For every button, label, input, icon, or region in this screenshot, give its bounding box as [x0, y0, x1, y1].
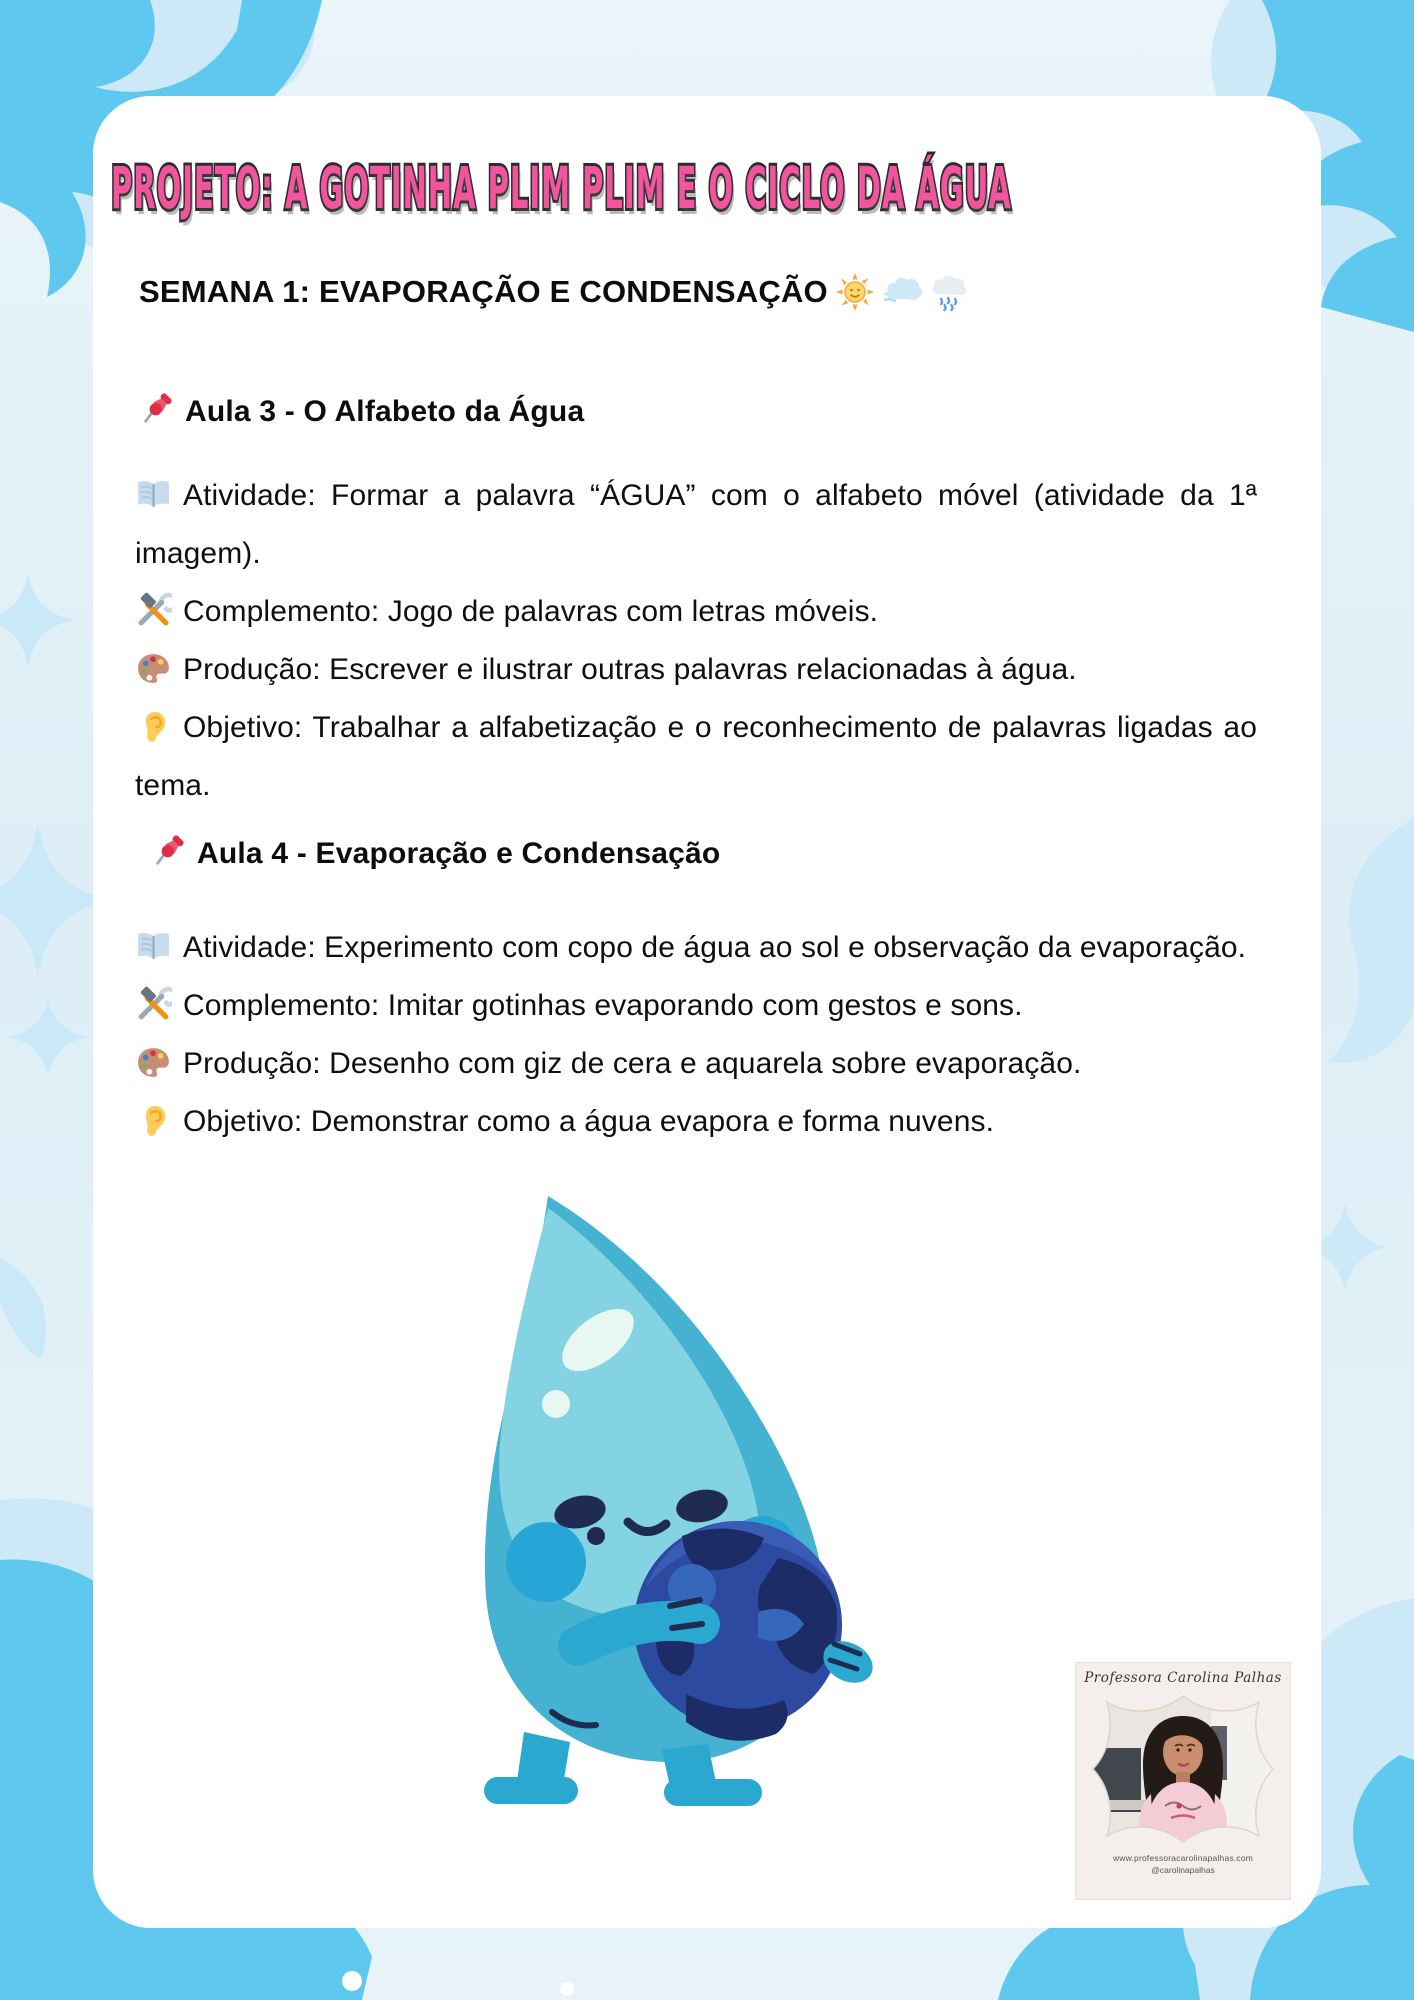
activity-text: Produção: Escrever e ilustrar outras palavras relacionadas à água.	[183, 653, 1077, 686]
hammer-and-wrench-icon	[135, 591, 172, 628]
open-book-icon	[135, 475, 172, 512]
section-title	[139, 392, 1257, 432]
week-heading-text: SEMANA 1: EVAPORAÇÃO E CONDENSAÇÃO	[139, 274, 828, 309]
activity-text: Objetivo: Demonstrar como a água evapora e forma nuvens.	[183, 1105, 995, 1138]
section-aula-3	[135, 392, 1257, 815]
social-handle: @carolinapalhas	[1151, 1865, 1215, 1875]
activity-item	[135, 699, 1257, 815]
document-card	[93, 96, 1321, 1928]
hammer-and-wrench-icon	[135, 985, 172, 1022]
pushpin-icon	[151, 834, 185, 868]
project-title: PROJETO: A GOTINHA PLIM PLIM E O CICLO DA ÁGUA	[111, 154, 1012, 222]
wind-icon	[882, 272, 922, 312]
activity-text: Produção: Desenho com giz de cera e aquarela sobre evaporação.	[183, 1047, 1082, 1080]
activity-item	[135, 1093, 1257, 1151]
activity-item	[135, 977, 1257, 1035]
activity-text: Complemento: Jogo de palavras com letras móveis.	[183, 595, 879, 628]
teacher-name: Professora Carolina Palhas	[1084, 1670, 1282, 1686]
sun-icon	[835, 272, 875, 312]
activity-item	[135, 919, 1257, 977]
activity-text: Complemento: Imitar gotinhas evaporando com gestos e sons.	[183, 989, 1023, 1022]
activity-text: Atividade: Formar a palavra “ÁGUA” com o alfabeto móvel (atividade da 1ª imagem).	[135, 479, 1257, 570]
section-title	[151, 834, 1257, 874]
activity-list	[135, 467, 1257, 815]
water-drop-character-illustration	[430, 1192, 890, 1812]
activity-item	[135, 583, 1257, 641]
ear-icon	[135, 707, 172, 744]
section-title-text: Aula 4 - Evaporação e Condensação	[197, 837, 721, 870]
activity-list	[135, 919, 1257, 1151]
week-heading	[139, 272, 969, 312]
section-aula-4	[135, 834, 1257, 1151]
pushpin-icon	[139, 392, 173, 426]
open-book-icon	[135, 927, 172, 964]
artist-palette-icon	[135, 649, 172, 686]
activity-item	[135, 641, 1257, 699]
artist-palette-icon	[135, 1043, 172, 1080]
website-url: www.professoracarolinapalhas.com	[1112, 1853, 1254, 1863]
left-cheek	[506, 1522, 586, 1602]
teacher-badge	[1075, 1662, 1291, 1900]
ear-icon	[135, 1101, 172, 1138]
activity-text: Atividade: Experimento com copo de água ao sol e observação da evaporação.	[183, 931, 1247, 964]
rain-cloud-icon	[929, 272, 969, 312]
teacher-photo	[1087, 1690, 1279, 1848]
activity-item	[135, 1035, 1257, 1093]
activity-item	[135, 467, 1257, 583]
activity-text: Objetivo: Trabalhar a alfabetização e o reconhecimento de palavras ligadas ao tema.	[135, 711, 1257, 802]
section-title-text: Aula 3 - O Alfabeto da Água	[185, 395, 585, 428]
